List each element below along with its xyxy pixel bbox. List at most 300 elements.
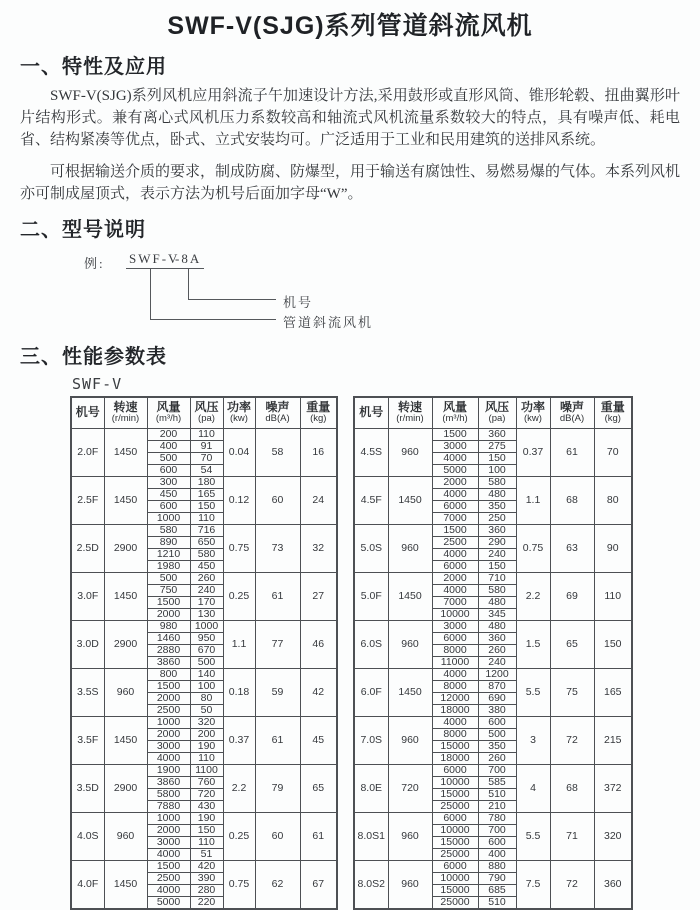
pressure-cell: 360: [478, 632, 516, 644]
speed-cell: 1450: [104, 428, 147, 476]
column-header-noise: 噪声 dB(A): [550, 397, 594, 428]
pressure-cell: 91: [190, 440, 223, 452]
section-heading-performance: 三、性能参数表: [20, 346, 167, 368]
flow-cell: 3000: [147, 836, 190, 848]
weight-cell: 16: [300, 428, 337, 476]
flow-cell: 15000: [432, 884, 478, 896]
flow-cell: 10000: [432, 608, 478, 620]
power-cell: 2.2: [516, 572, 550, 620]
noise-cell: 65: [550, 620, 594, 668]
model-cell: 8.0S1: [354, 812, 388, 860]
noise-cell: 68: [550, 476, 594, 524]
flow-cell: 15000: [432, 836, 478, 848]
pressure-cell: 54: [190, 464, 223, 476]
table-row: [71, 476, 337, 488]
weight-cell: 90: [594, 524, 632, 572]
pressure-cell: 345: [478, 608, 516, 620]
flow-cell: 2500: [147, 872, 190, 884]
noise-cell: 63: [550, 524, 594, 572]
flow-cell: 2000: [147, 608, 190, 620]
flow-cell: 2500: [147, 704, 190, 716]
pressure-cell: 480: [478, 488, 516, 500]
column-header-model: 机号: [354, 397, 388, 428]
table-row: [354, 572, 632, 584]
noise-cell: 68: [550, 764, 594, 812]
pressure-cell: 200: [190, 728, 223, 740]
column-header-flow: 风量 (m³/h): [432, 397, 478, 428]
column-header-weight: 重量 (kg): [300, 397, 337, 428]
speed-cell: 1450: [104, 716, 147, 764]
pressure-cell: 580: [190, 548, 223, 560]
pressure-cell: 240: [190, 584, 223, 596]
flow-cell: 4000: [432, 548, 478, 560]
pressure-cell: 390: [190, 872, 223, 884]
pressure-cell: 420: [190, 860, 223, 872]
table-row: [354, 620, 632, 632]
flow-cell: 2880: [147, 644, 190, 656]
pressure-cell: 140: [190, 668, 223, 680]
pressure-cell: 110: [190, 428, 223, 440]
pressure-cell: 1200: [478, 668, 516, 680]
flow-cell: 4000: [432, 668, 478, 680]
pressure-cell: 670: [190, 644, 223, 656]
noise-cell: 79: [255, 764, 300, 812]
flow-cell: 600: [147, 500, 190, 512]
pressure-cell: 100: [478, 464, 516, 476]
noise-cell: 72: [550, 716, 594, 764]
model-cell: 4.0S: [71, 812, 104, 860]
table-row: [354, 812, 632, 824]
flow-cell: 1000: [147, 812, 190, 824]
pressure-cell: 1000: [190, 620, 223, 632]
pressure-cell: 360: [478, 524, 516, 536]
model-cell: 8.0E: [354, 764, 388, 812]
flow-cell: 1500: [432, 524, 478, 536]
power-cell: 0.12: [223, 476, 255, 524]
pressure-cell: 150: [478, 452, 516, 464]
pressure-cell: 690: [478, 692, 516, 704]
model-cell: 6.0F: [354, 668, 388, 716]
pressure-cell: 580: [478, 476, 516, 488]
speed-cell: 960: [388, 716, 432, 764]
speed-cell: 1450: [104, 572, 147, 620]
power-cell: 0.75: [223, 524, 255, 572]
noise-cell: 59: [255, 668, 300, 716]
pressure-cell: 870: [478, 680, 516, 692]
pressure-cell: 290: [478, 536, 516, 548]
flow-cell: 25000: [432, 848, 478, 860]
power-cell: 2.2: [223, 764, 255, 812]
pressure-cell: 350: [478, 500, 516, 512]
section-heading-features: 一、特性及应用: [20, 56, 167, 78]
pressure-cell: 80: [190, 692, 223, 704]
noise-cell: 75: [550, 668, 594, 716]
pressure-cell: 510: [478, 896, 516, 909]
flow-cell: 1210: [147, 548, 190, 560]
pressure-cell: 790: [478, 872, 516, 884]
power-cell: 0.04: [223, 428, 255, 476]
power-cell: 4: [516, 764, 550, 812]
flow-cell: 5000: [432, 464, 478, 476]
model-code-diagram: [20, 248, 680, 334]
flow-cell: 1500: [147, 596, 190, 608]
flow-cell: 15000: [432, 788, 478, 800]
flow-cell: 3000: [432, 440, 478, 452]
power-cell: 5.5: [516, 668, 550, 716]
pressure-cell: 600: [478, 716, 516, 728]
table-row: [71, 428, 337, 440]
pressure-cell: 710: [478, 572, 516, 584]
model-code-prefix: SWF-V: [126, 251, 182, 269]
speed-cell: 720: [388, 764, 432, 812]
noise-cell: 71: [550, 812, 594, 860]
table-series-label: SWF-V: [72, 375, 123, 393]
pressure-cell: 500: [478, 728, 516, 740]
speed-cell: 960: [388, 860, 432, 909]
column-header-noise: 噪声 dB(A): [255, 397, 300, 428]
features-section: [20, 85, 680, 205]
flow-cell: 8000: [432, 728, 478, 740]
flow-cell: 18000: [432, 704, 478, 716]
speed-cell: 960: [388, 524, 432, 572]
table-row: [71, 524, 337, 536]
flow-cell: 7880: [147, 800, 190, 812]
model-cell: 5.0S: [354, 524, 388, 572]
flow-cell: 4000: [147, 848, 190, 860]
table-row: [71, 764, 337, 776]
flow-cell: 1900: [147, 764, 190, 776]
noise-cell: 60: [255, 812, 300, 860]
speed-cell: 960: [104, 668, 147, 716]
pressure-cell: 350: [478, 740, 516, 752]
pressure-cell: 600: [478, 836, 516, 848]
flow-cell: 25000: [432, 800, 478, 812]
pressure-cell: 260: [478, 644, 516, 656]
column-header-speed: 转速 (r/min): [104, 397, 147, 428]
weight-cell: 320: [594, 812, 632, 860]
pressure-cell: 220: [190, 896, 223, 909]
flow-cell: 10000: [432, 824, 478, 836]
pressure-cell: 165: [190, 488, 223, 500]
pressure-cell: 190: [190, 740, 223, 752]
flow-cell: 25000: [432, 896, 478, 909]
flow-cell: 4000: [147, 884, 190, 896]
flow-cell: 3860: [147, 656, 190, 668]
model-cell: 8.0S2: [354, 860, 388, 909]
flow-cell: 5800: [147, 788, 190, 800]
flow-cell: 5000: [147, 896, 190, 909]
pressure-cell: 360: [478, 428, 516, 440]
pressure-cell: 280: [190, 884, 223, 896]
pressure-cell: 580: [478, 584, 516, 596]
noise-cell: 62: [255, 860, 300, 909]
weight-cell: 65: [300, 764, 337, 812]
flow-cell: 200: [147, 428, 190, 440]
column-header-weight: 重量 (kg): [594, 397, 632, 428]
noise-cell: 72: [550, 860, 594, 909]
speed-cell: 1450: [104, 860, 147, 909]
speed-cell: 2900: [104, 764, 147, 812]
flow-cell: 500: [147, 452, 190, 464]
model-cell: 3.0F: [71, 572, 104, 620]
callout-fan-type: 管道斜流风机: [283, 315, 374, 330]
flow-cell: 6000: [432, 764, 478, 776]
pressure-cell: 650: [190, 536, 223, 548]
flow-cell: 3000: [432, 620, 478, 632]
flow-cell: 4000: [432, 716, 478, 728]
pressure-cell: 240: [478, 548, 516, 560]
flow-cell: 7000: [432, 512, 478, 524]
pressure-cell: 150: [190, 824, 223, 836]
model-cell: 4.5S: [354, 428, 388, 476]
flow-cell: 2000: [432, 572, 478, 584]
pressure-cell: 110: [190, 752, 223, 764]
power-cell: 7.5: [516, 860, 550, 909]
model-cell: 5.0F: [354, 572, 388, 620]
flow-cell: 1500: [147, 860, 190, 872]
pressure-cell: 150: [190, 500, 223, 512]
noise-cell: 69: [550, 572, 594, 620]
flow-cell: 1000: [147, 512, 190, 524]
column-header-model: 机号: [71, 397, 104, 428]
weight-cell: 150: [594, 620, 632, 668]
flow-cell: 1460: [147, 632, 190, 644]
pressure-cell: 130: [190, 608, 223, 620]
flow-cell: 300: [147, 476, 190, 488]
flow-cell: 1500: [432, 428, 478, 440]
flow-cell: 6000: [432, 860, 478, 872]
pressure-cell: 240: [478, 656, 516, 668]
table-row: [354, 860, 632, 872]
power-cell: 0.75: [223, 860, 255, 909]
pressure-cell: 780: [478, 812, 516, 824]
speed-cell: 1450: [388, 668, 432, 716]
section-heading-model: 二、型号说明: [20, 219, 146, 241]
flow-cell: 2000: [147, 692, 190, 704]
pressure-cell: 50: [190, 704, 223, 716]
flow-cell: 15000: [432, 740, 478, 752]
weight-cell: 45: [300, 716, 337, 764]
model-cell: 2.5F: [71, 476, 104, 524]
flow-cell: 4000: [147, 752, 190, 764]
flow-cell: 6000: [432, 632, 478, 644]
flow-cell: 450: [147, 488, 190, 500]
noise-cell: 61: [255, 572, 300, 620]
noise-cell: 60: [255, 476, 300, 524]
speed-cell: 2900: [104, 524, 147, 572]
flow-cell: 6000: [432, 560, 478, 572]
pressure-cell: 320: [190, 716, 223, 728]
flow-cell: 1980: [147, 560, 190, 572]
pressure-cell: 700: [478, 764, 516, 776]
flow-cell: 750: [147, 584, 190, 596]
column-header-power: 功率 (kw): [516, 397, 550, 428]
flow-cell: 4000: [432, 488, 478, 500]
table-row: [71, 812, 337, 824]
table-row: [354, 476, 632, 488]
performance-table-right: [353, 396, 633, 910]
pressure-cell: 400: [478, 848, 516, 860]
model-cell: 4.5F: [354, 476, 388, 524]
pressure-cell: 950: [190, 632, 223, 644]
pressure-cell: 500: [190, 656, 223, 668]
flow-cell: 10000: [432, 872, 478, 884]
pressure-cell: 170: [190, 596, 223, 608]
flow-cell: 8000: [432, 680, 478, 692]
flow-cell: 6000: [432, 812, 478, 824]
pressure-cell: 510: [478, 788, 516, 800]
pressure-cell: 380: [478, 704, 516, 716]
weight-cell: 372: [594, 764, 632, 812]
page-title: SWF-V(SJG)系列管道斜流风机: [167, 12, 533, 40]
speed-cell: 960: [388, 620, 432, 668]
flow-cell: 6000: [432, 500, 478, 512]
pressure-cell: 685: [478, 884, 516, 896]
pressure-cell: 480: [478, 620, 516, 632]
flow-cell: 2500: [432, 536, 478, 548]
power-cell: 0.37: [223, 716, 255, 764]
flow-cell: 10000: [432, 776, 478, 788]
flow-cell: 4000: [432, 584, 478, 596]
pressure-cell: 585: [478, 776, 516, 788]
noise-cell: 61: [255, 716, 300, 764]
pressure-cell: 260: [190, 572, 223, 584]
model-cell: 3.5D: [71, 764, 104, 812]
speed-cell: 960: [388, 812, 432, 860]
weight-cell: 46: [300, 620, 337, 668]
table-row: [354, 668, 632, 680]
power-cell: 0.25: [223, 572, 255, 620]
noise-cell: 61: [550, 428, 594, 476]
pressure-cell: 760: [190, 776, 223, 788]
table-row: [71, 572, 337, 584]
flow-cell: 1500: [147, 680, 190, 692]
speed-cell: 2900: [104, 620, 147, 668]
flow-cell: 3860: [147, 776, 190, 788]
flow-cell: 400: [147, 440, 190, 452]
power-cell: 1.1: [223, 620, 255, 668]
model-cell: 2.5D: [71, 524, 104, 572]
pressure-cell: 450: [190, 560, 223, 572]
weight-cell: 165: [594, 668, 632, 716]
pressure-cell: 880: [478, 860, 516, 872]
model-code-suffix: -8A: [172, 251, 204, 269]
pressure-cell: 1100: [190, 764, 223, 776]
model-cell: 7.0S: [354, 716, 388, 764]
flow-cell: 8000: [432, 644, 478, 656]
speed-cell: 1450: [388, 572, 432, 620]
pressure-cell: 275: [478, 440, 516, 452]
flow-cell: 4000: [432, 452, 478, 464]
flow-cell: 2000: [432, 476, 478, 488]
flow-cell: 11000: [432, 656, 478, 668]
pressure-cell: 720: [190, 788, 223, 800]
table-row: [71, 860, 337, 872]
flow-cell: 18000: [432, 752, 478, 764]
power-cell: 0.25: [223, 812, 255, 860]
table-row: [354, 764, 632, 776]
flow-cell: 500: [147, 572, 190, 584]
column-header-flow: 风量 (m³/h): [147, 397, 190, 428]
speed-cell: 960: [104, 812, 147, 860]
model-cell: 3.0D: [71, 620, 104, 668]
performance-table-left: [70, 396, 338, 910]
flow-cell: 12000: [432, 692, 478, 704]
power-cell: 1.5: [516, 620, 550, 668]
flow-cell: 980: [147, 620, 190, 632]
column-header-pressure: 风压 (pa): [478, 397, 516, 428]
noise-cell: 77: [255, 620, 300, 668]
power-cell: 1.1: [516, 476, 550, 524]
performance-tables: [70, 396, 680, 910]
pressure-cell: 100: [190, 680, 223, 692]
speed-cell: 1450: [104, 476, 147, 524]
table-row: [354, 428, 632, 440]
weight-cell: 61: [300, 812, 337, 860]
pressure-cell: 51: [190, 848, 223, 860]
table-row: [71, 668, 337, 680]
callout-machine-no: 机号: [283, 295, 314, 310]
table-row: [71, 620, 337, 632]
model-cell: 4.0F: [71, 860, 104, 909]
pressure-cell: 180: [190, 476, 223, 488]
weight-cell: 42: [300, 668, 337, 716]
speed-cell: 960: [388, 428, 432, 476]
column-header-pressure: 风压 (pa): [190, 397, 223, 428]
power-cell: 0.75: [516, 524, 550, 572]
model-cell: 3.5F: [71, 716, 104, 764]
flow-cell: 3000: [147, 740, 190, 752]
weight-cell: 70: [594, 428, 632, 476]
weight-cell: 67: [300, 860, 337, 909]
flow-cell: 2000: [147, 728, 190, 740]
noise-cell: 58: [255, 428, 300, 476]
model-cell: 3.5S: [71, 668, 104, 716]
column-header-speed: 转速 (r/min): [388, 397, 432, 428]
table-row: [354, 524, 632, 536]
flow-cell: 600: [147, 464, 190, 476]
power-cell: 0.37: [516, 428, 550, 476]
table-row: [354, 716, 632, 728]
weight-cell: 80: [594, 476, 632, 524]
connector-line-machine-no: [188, 268, 276, 300]
weight-cell: 110: [594, 572, 632, 620]
example-label: 例:: [84, 256, 105, 271]
pressure-cell: 480: [478, 596, 516, 608]
weight-cell: 360: [594, 860, 632, 909]
weight-cell: 27: [300, 572, 337, 620]
flow-cell: 800: [147, 668, 190, 680]
flow-cell: 1000: [147, 716, 190, 728]
pressure-cell: 70: [190, 452, 223, 464]
flow-cell: 890: [147, 536, 190, 548]
pressure-cell: 210: [478, 800, 516, 812]
features-paragraph-1: SWF-V(SJG)系列风机应用斜流子午加速设计方法,采用鼓形或直形风筒、锥形轮毂、扭曲翼形叶片结构形式。兼有离心式风机压力系数较高和轴流式风机流量系数较大的特点，具有噪声低、耗电省、结构紧凑等优点，卧式、立式安装均可。广泛适用于工业和民用建筑的送排风系统。: [20, 88, 680, 148]
features-paragraph-2: 可根据输送介质的要求，制成防腐、防爆型，用于输送有腐蚀性、易燃易爆的气体。本系列风机亦可制成屋顶式，表示方法为机号后面加字母“W”。: [20, 164, 681, 202]
power-cell: 0.18: [223, 668, 255, 716]
pressure-cell: 430: [190, 800, 223, 812]
flow-cell: 2000: [147, 824, 190, 836]
pressure-cell: 110: [190, 836, 223, 848]
pressure-cell: 150: [478, 560, 516, 572]
speed-cell: 1450: [388, 476, 432, 524]
pressure-cell: 250: [478, 512, 516, 524]
noise-cell: 73: [255, 524, 300, 572]
table-row: [71, 716, 337, 728]
column-header-power: 功率 (kw): [223, 397, 255, 428]
model-cell: 6.0S: [354, 620, 388, 668]
flow-cell: 580: [147, 524, 190, 536]
